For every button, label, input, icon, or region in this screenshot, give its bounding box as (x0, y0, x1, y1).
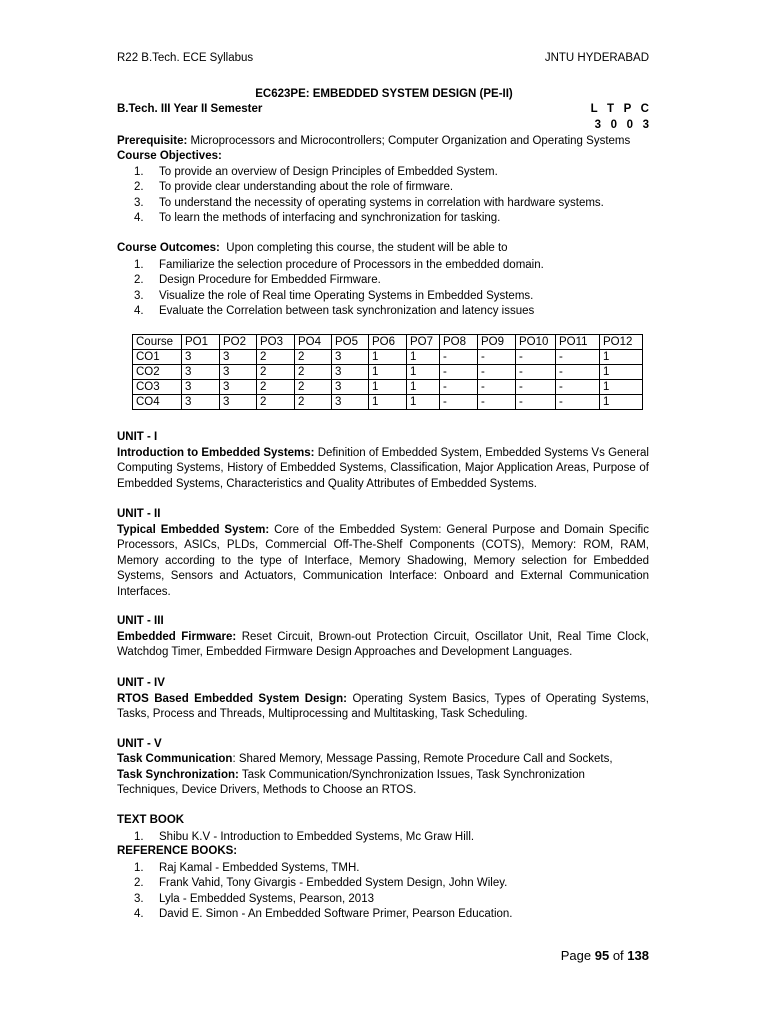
unit-4-body: RTOS Based Embedded System Design: Operating System Basics, Types of Operating Systems, Tasks, Process and Threads, Multiprocessing and Multitasking, Task Scheduling. (117, 693, 649, 721)
prerequisite-text: Microprocessors and Microcontrollers; Computer Organization and Operating Systems (187, 135, 631, 147)
header-right: JNTU HYDERABAD (544, 52, 649, 64)
header-left: R22 B.Tech. ECE Syllabus (117, 52, 254, 64)
outcomes (117, 242, 508, 254)
objectives-list (117, 165, 604, 227)
unit-5-body: Task Synchronization: Task Communication/Synchronization Issues, Task Synchronization Techniques, Device Drivers, Methods to Choose an RTOS. (117, 769, 585, 797)
unit-2-body: Typical Embedded System: Core of the Embedded System: General Purpose and Domain Specific Processors, ASICs, PLDs, Commercial Off-The-Shelf Components (COTS), Memory: ROM, RAM, Memory according to the type of Interface, Memory Shadowing, Memory selection for Embedded Systems, Sensors and Actuators, Communication Interface: Onboard and External Communication Interfaces. (117, 524, 649, 598)
list-item: 2. To provide clear understanding about the role of firmware. (134, 181, 454, 194)
course-title: EC623PE: EMBEDDED SYSTEM DESIGN (PE-II) (255, 88, 513, 100)
outcomes-heading: Course Outcomes: (117, 242, 220, 254)
list-item: 1. Familiarize the selection procedure of Processors in the embedded domain. (134, 259, 544, 271)
prerequisite-label: Prerequisite: (117, 135, 188, 147)
unit-4-heading: UNIT - IV (117, 677, 165, 689)
co-po-table (132, 334, 643, 410)
list-item: 3. To understand the necessity of operating systems in correlation with hardware systems. (134, 196, 604, 209)
unit-3-body: Embedded Firmware: Reset Circuit, Brown-out Protection Circuit, Oscillator Unit, Real Time Clock, Watchdog Timer, Embedded Firmware Design Approaches and Development Languages. (117, 631, 649, 659)
list-item: 1. To provide an overview of Design Principles of Embedded System. (134, 166, 498, 178)
list-item: 1. Raj Kamal - Embedded Systems, TMH. (134, 862, 360, 874)
list-item: 4. Evaluate the Correlation between task synchronization and latency issues (134, 305, 535, 318)
unit-1-body: Introduction to Embedded Systems: Definition of Embedded System, Embedded Systems Vs General Computing Systems, History of Embedded Systems, Classification, Major Application Areas, Purpose of Embedded Systems, Characteristics and Quality Attributes of Embedded Systems. (117, 447, 649, 490)
list-item: 2. Frank Vahid, Tony Givargis - Embedded System Design, John Wiley. (134, 877, 508, 890)
outcomes-intro: Upon completing this course, the student will be able to (219, 242, 508, 254)
list-item: 1. Shibu K.V - Introduction to Embedded Systems, Mc Graw Hill. (134, 831, 475, 843)
objectives-heading: Course Objectives: (117, 150, 222, 162)
page-number: Page 95 of 138 (560, 948, 649, 963)
list-item: 2. Design Procedure for Embedded Firmware. (134, 274, 381, 287)
unit-3-heading: UNIT - III (117, 615, 164, 627)
unit-2-heading: UNIT - II (117, 508, 161, 520)
table-row: CO4 3 3 2 2 3 1 1 - - - - 1 (133, 395, 643, 410)
reference-books-list (117, 861, 513, 923)
table-row: CO3 3 3 2 2 3 1 1 - - - - 1 (133, 380, 643, 395)
reference-books-heading: REFERENCE BOOKS: (117, 845, 238, 857)
ltpc-labels: L T P C (590, 103, 649, 115)
list-item: 4. To learn the methods of interfacing and synchronization for tasking. (134, 212, 501, 225)
prerequisite (117, 135, 630, 147)
list-item: 3. Visualize the role of Real time Operating Systems in Embedded Systems. (134, 289, 534, 302)
table-row: CO1 3 3 2 2 3 1 1 - - - - 1 (133, 350, 643, 365)
unit-1-heading: UNIT - I (117, 431, 158, 443)
list-item: 4. David E. Simon - An Embedded Software Primer, Pearson Education. (134, 908, 513, 921)
outcomes-list (117, 258, 544, 320)
unit-5-heading: UNIT - V (117, 738, 162, 750)
semester-label: B.Tech. III Year II Semester (117, 103, 263, 115)
unit-5-line-1: Task Communication: Shared Memory, Message Passing, Remote Procedure Call and Sockets, (117, 753, 613, 765)
text-book-heading: TEXT BOOK (117, 814, 185, 826)
text-book-list (117, 830, 474, 845)
list-item: 3. Lyla - Embedded Systems, Pearson, 2013 (134, 892, 374, 905)
table-row: CO2 3 3 2 2 3 1 1 - - - - 1 (133, 365, 643, 380)
table-header-row: Course PO1 PO2 PO3 PO4 PO5 PO6 PO7 PO8 PO9 PO10 PO11 PO12 (133, 335, 643, 350)
ltpc-values: 3 0 0 3 (594, 119, 649, 131)
